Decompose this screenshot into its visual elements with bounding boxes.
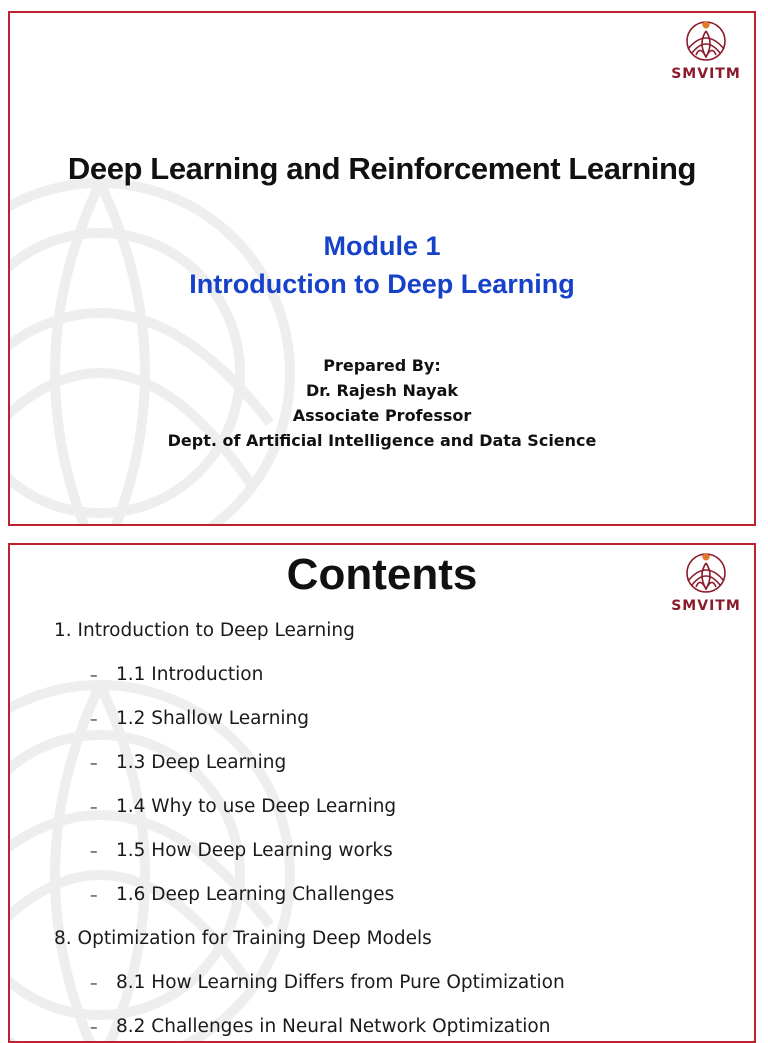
contents-title: Contents (286, 550, 478, 599)
module-number: Module 1 (323, 231, 441, 261)
toc-subsection-text: 1.4 Why to use Deep Learning (116, 796, 397, 817)
author-designation: Associate Professor (292, 406, 472, 425)
toc-section-text: 1. Introduction to Deep Learning (54, 620, 355, 641)
toc-subsection-text: 1.3 Deep Learning (116, 752, 287, 773)
toc-subsection-text: 8.2 Challenges in Neural Network Optimization (116, 1016, 551, 1037)
dash-bullet-icon: – (90, 666, 98, 684)
toc-subsection (54, 747, 734, 791)
toc-subsection-text: 1.6 Deep Learning Challenges (116, 884, 395, 905)
toc-subsection (54, 879, 734, 923)
toc-subsection-text: 1.1 Introduction (116, 664, 264, 685)
toc-section-text: 8. Optimization for Training Deep Models (54, 928, 432, 949)
course-title: Deep Learning and Reinforcement Learning (67, 151, 697, 186)
dash-bullet-icon: – (90, 974, 98, 992)
toc-subsection-text: 1.2 Shallow Learning (116, 708, 310, 729)
dash-bullet-icon: – (90, 710, 98, 728)
author-department: Dept. of Artificial Intelligence and Data Science (167, 431, 597, 450)
toc-subsection-text: 1.5 How Deep Learning works (116, 840, 393, 861)
author-block (10, 353, 754, 453)
lotus-emblem-icon (678, 19, 734, 65)
dash-bullet-icon: – (90, 886, 98, 904)
prepared-by-label: Prepared By: (323, 356, 441, 375)
contents-slide (8, 543, 756, 1043)
logo-text: SMVITM (671, 66, 741, 82)
contents-list (54, 615, 734, 1043)
toc-subsection-text: 8.1 How Learning Differs from Pure Optimization (116, 972, 565, 993)
watermark-emblem-icon (8, 163, 310, 526)
toc-subsection (54, 1011, 734, 1043)
dash-bullet-icon: – (90, 798, 98, 816)
toc-section (54, 923, 734, 967)
toc-subsection (54, 967, 734, 1011)
toc-subsection (54, 835, 734, 879)
dash-bullet-icon: – (90, 754, 98, 772)
title-slide (8, 11, 756, 526)
logo-text: SMVITM (671, 598, 741, 614)
dash-bullet-icon: – (90, 842, 98, 860)
toc-section (54, 615, 734, 659)
module-subtitle: Introduction to Deep Learning (189, 269, 575, 299)
author-name: Dr. Rajesh Nayak (305, 381, 459, 400)
toc-subsection (54, 659, 734, 703)
smvitm-logo (668, 19, 744, 85)
dash-bullet-icon: – (90, 1018, 98, 1036)
toc-subsection (54, 703, 734, 747)
toc-subsection (54, 791, 734, 835)
